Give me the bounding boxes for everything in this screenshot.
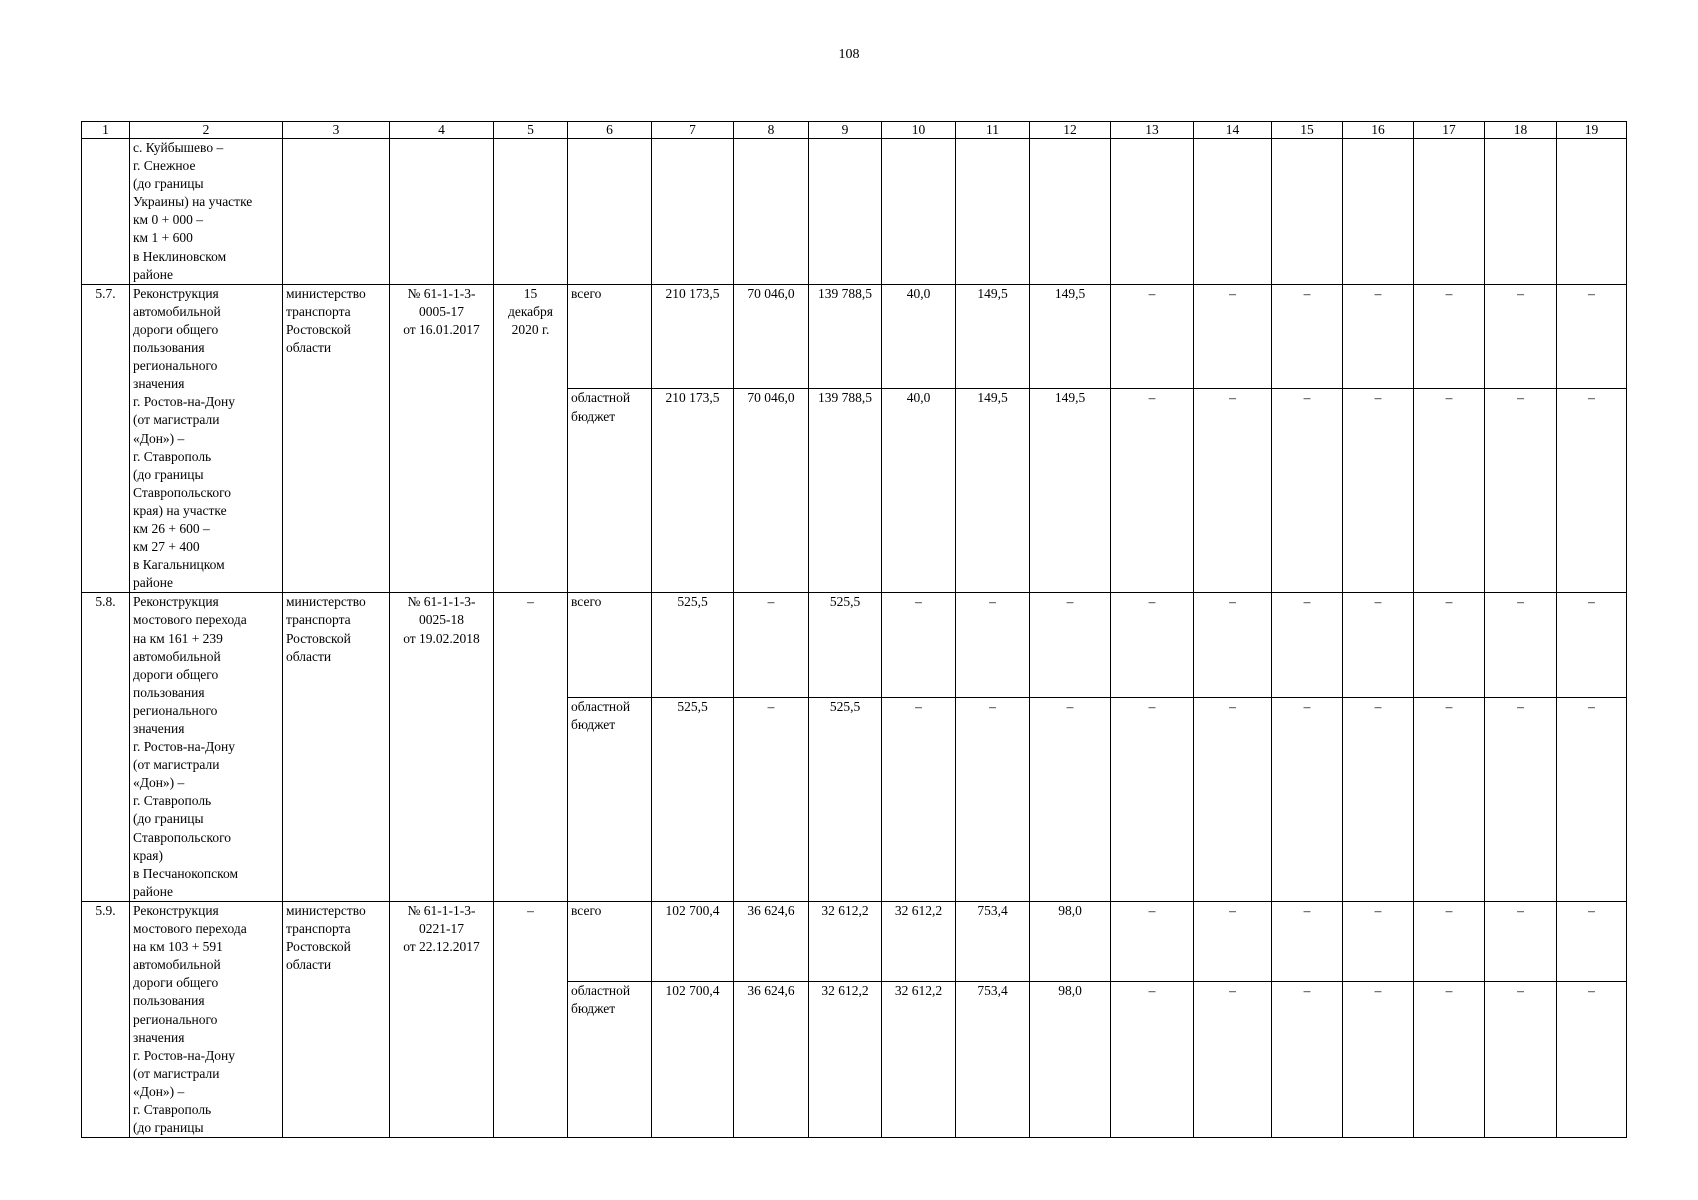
empty-cell: [1485, 139, 1557, 285]
value-cell: 753,4: [956, 901, 1030, 981]
value-cell: –: [1194, 389, 1272, 593]
value-cell: –: [1111, 284, 1194, 389]
table-row: [82, 284, 1627, 389]
value-cell: –: [882, 593, 956, 698]
funding-source-cell: областной бюджет: [568, 389, 652, 593]
value-cell: 36 624,6: [734, 901, 809, 981]
value-cell: 149,5: [956, 389, 1030, 593]
value-cell: –: [956, 593, 1030, 698]
object-name-cell: Реконструкция автомобильной дороги общего пользования регионального значения г. Ростов-на-Дону (от магистрали «Дон») – г. Ставрополь (до границы Ставропольского края) на участке км 26 + 600 – км 27 + 400 в Кагальницком районе: [130, 284, 283, 593]
column-number-header: 7: [652, 122, 734, 139]
value-cell: –: [1194, 593, 1272, 698]
customer-cell: министерство транспорта Ростовской области: [283, 593, 390, 902]
value-cell: 753,4: [956, 982, 1030, 1138]
column-number-header: 3: [283, 122, 390, 139]
value-cell: –: [1111, 593, 1194, 698]
column-number-header: 2: [130, 122, 283, 139]
column-number-header: 17: [1414, 122, 1485, 139]
column-number-header: 12: [1030, 122, 1111, 139]
value-cell: 210 173,5: [652, 389, 734, 593]
value-cell: –: [1414, 284, 1485, 389]
column-number-header: 4: [390, 122, 494, 139]
value-cell: 525,5: [652, 698, 734, 902]
value-cell: –: [1272, 593, 1343, 698]
value-cell: –: [1414, 901, 1485, 981]
value-cell: –: [1030, 698, 1111, 902]
empty-cell: [1343, 139, 1414, 285]
empty-cell: [1194, 139, 1272, 285]
value-cell: –: [1557, 982, 1627, 1138]
value-cell: 139 788,5: [809, 389, 882, 593]
value-cell: 102 700,4: [652, 982, 734, 1138]
funding-source-cell: всего: [568, 284, 652, 389]
value-cell: –: [1272, 698, 1343, 902]
value-cell: –: [1194, 901, 1272, 981]
value-cell: 98,0: [1030, 982, 1111, 1138]
funding-source-cell: всего: [568, 901, 652, 981]
value-cell: 40,0: [882, 284, 956, 389]
value-cell: –: [1485, 389, 1557, 593]
column-number-header: 16: [1343, 122, 1414, 139]
value-cell: –: [1343, 389, 1414, 593]
value-cell: 139 788,5: [809, 284, 882, 389]
empty-cell: [1030, 139, 1111, 285]
column-number-header: 18: [1485, 122, 1557, 139]
continuation-row: [82, 139, 1627, 285]
value-cell: 525,5: [809, 698, 882, 902]
empty-cell: [1414, 139, 1485, 285]
empty-cell: [1111, 139, 1194, 285]
value-cell: 36 624,6: [734, 982, 809, 1138]
value-cell: –: [1030, 593, 1111, 698]
column-number-header: 11: [956, 122, 1030, 139]
value-cell: –: [1343, 982, 1414, 1138]
empty-cell: [568, 139, 652, 285]
value-cell: 32 612,2: [882, 982, 956, 1138]
table-row: [82, 593, 1627, 698]
customer-cell: министерство транспорта Ростовской области: [283, 284, 390, 593]
value-cell: –: [1194, 982, 1272, 1138]
empty-cell: [390, 139, 494, 285]
value-cell: 210 173,5: [652, 284, 734, 389]
row-number-cell: 5.8.: [82, 593, 130, 902]
column-number-header: 8: [734, 122, 809, 139]
document-cell: № 61-1-1-3- 0025-18 от 19.02.2018: [390, 593, 494, 902]
table-row: [82, 901, 1627, 981]
value-cell: –: [1194, 698, 1272, 902]
value-cell: –: [734, 698, 809, 902]
empty-cell: [494, 139, 568, 285]
column-number-header: 14: [1194, 122, 1272, 139]
document-cell: № 61-1-1-3- 0221-17 от 22.12.2017: [390, 901, 494, 1137]
funding-source-cell: областной бюджет: [568, 698, 652, 902]
row-number-cell: 5.7.: [82, 284, 130, 593]
value-cell: –: [1485, 901, 1557, 981]
column-number-header: 19: [1557, 122, 1627, 139]
value-cell: –: [1272, 901, 1343, 981]
value-cell: –: [1343, 901, 1414, 981]
value-cell: 525,5: [809, 593, 882, 698]
document-cell: № 61-1-1-3- 0005-17 от 16.01.2017: [390, 284, 494, 593]
column-number-header: 5: [494, 122, 568, 139]
value-cell: –: [1343, 593, 1414, 698]
row-number-cell: [82, 139, 130, 285]
row-number-cell: 5.9.: [82, 901, 130, 1137]
value-cell: 40,0: [882, 389, 956, 593]
empty-cell: [734, 139, 809, 285]
value-cell: 32 612,2: [882, 901, 956, 981]
empty-cell: [956, 139, 1030, 285]
column-number-header: 6: [568, 122, 652, 139]
value-cell: 102 700,4: [652, 901, 734, 981]
value-cell: 32 612,2: [809, 982, 882, 1138]
value-cell: –: [1272, 389, 1343, 593]
value-cell: 149,5: [956, 284, 1030, 389]
value-cell: –: [1343, 284, 1414, 389]
value-cell: 149,5: [1030, 389, 1111, 593]
value-cell: –: [1557, 593, 1627, 698]
value-cell: –: [1111, 389, 1194, 593]
value-cell: –: [1194, 284, 1272, 389]
value-cell: –: [882, 698, 956, 902]
value-cell: –: [1557, 389, 1627, 593]
value-cell: –: [734, 593, 809, 698]
value-cell: –: [1557, 284, 1627, 389]
value-cell: 149,5: [1030, 284, 1111, 389]
empty-cell: [652, 139, 734, 285]
value-cell: –: [1557, 698, 1627, 902]
value-cell: –: [1343, 698, 1414, 902]
column-number-header: 15: [1272, 122, 1343, 139]
value-cell: 98,0: [1030, 901, 1111, 981]
value-cell: –: [1111, 982, 1194, 1138]
column-number-header: 1: [82, 122, 130, 139]
page-number: 108: [838, 47, 860, 62]
column-number-header: 10: [882, 122, 956, 139]
empty-cell: [283, 139, 390, 285]
empty-cell: [1557, 139, 1627, 285]
object-name-cell: с. Куйбышево – г. Снежное (до границы Украины) на участке км 0 + 000 – км 1 + 600 в Неклиновском районе: [130, 139, 283, 285]
value-cell: 70 046,0: [734, 389, 809, 593]
object-name-cell: Реконструкция мостового перехода на км 161 + 239 автомобильной дороги общего пользования регионального значения г. Ростов-на-Дону (от магистрали «Дон») – г. Ставрополь (до границы Ставропольского края) в Песчанокопском районе: [130, 593, 283, 902]
value-cell: –: [1414, 698, 1485, 902]
value-cell: –: [1414, 593, 1485, 698]
investment-table: [81, 121, 1627, 1138]
funding-source-cell: областной бюджет: [568, 982, 652, 1138]
empty-cell: [1272, 139, 1343, 285]
date-cell: –: [494, 901, 568, 1137]
value-cell: 525,5: [652, 593, 734, 698]
value-cell: –: [1272, 284, 1343, 389]
value-cell: –: [1485, 284, 1557, 389]
object-name-cell: Реконструкция мостового перехода на км 103 + 591 автомобильной дороги общего пользования регионального значения г. Ростов-на-Дону (от магистрали «Дон») – г. Ставрополь (до границы: [130, 901, 283, 1137]
value-cell: –: [1414, 982, 1485, 1138]
value-cell: –: [956, 698, 1030, 902]
value-cell: –: [1485, 982, 1557, 1138]
empty-cell: [882, 139, 956, 285]
value-cell: –: [1272, 982, 1343, 1138]
value-cell: 32 612,2: [809, 901, 882, 981]
funding-source-cell: всего: [568, 593, 652, 698]
column-number-header: 9: [809, 122, 882, 139]
value-cell: –: [1485, 698, 1557, 902]
value-cell: –: [1414, 389, 1485, 593]
empty-cell: [809, 139, 882, 285]
value-cell: –: [1557, 901, 1627, 981]
value-cell: –: [1111, 698, 1194, 902]
customer-cell: министерство транспорта Ростовской области: [283, 901, 390, 1137]
column-number-header: 13: [1111, 122, 1194, 139]
date-cell: 15 декабря 2020 г.: [494, 284, 568, 593]
value-cell: –: [1111, 901, 1194, 981]
date-cell: –: [494, 593, 568, 902]
header-row: [82, 122, 1627, 139]
value-cell: –: [1485, 593, 1557, 698]
value-cell: 70 046,0: [734, 284, 809, 389]
